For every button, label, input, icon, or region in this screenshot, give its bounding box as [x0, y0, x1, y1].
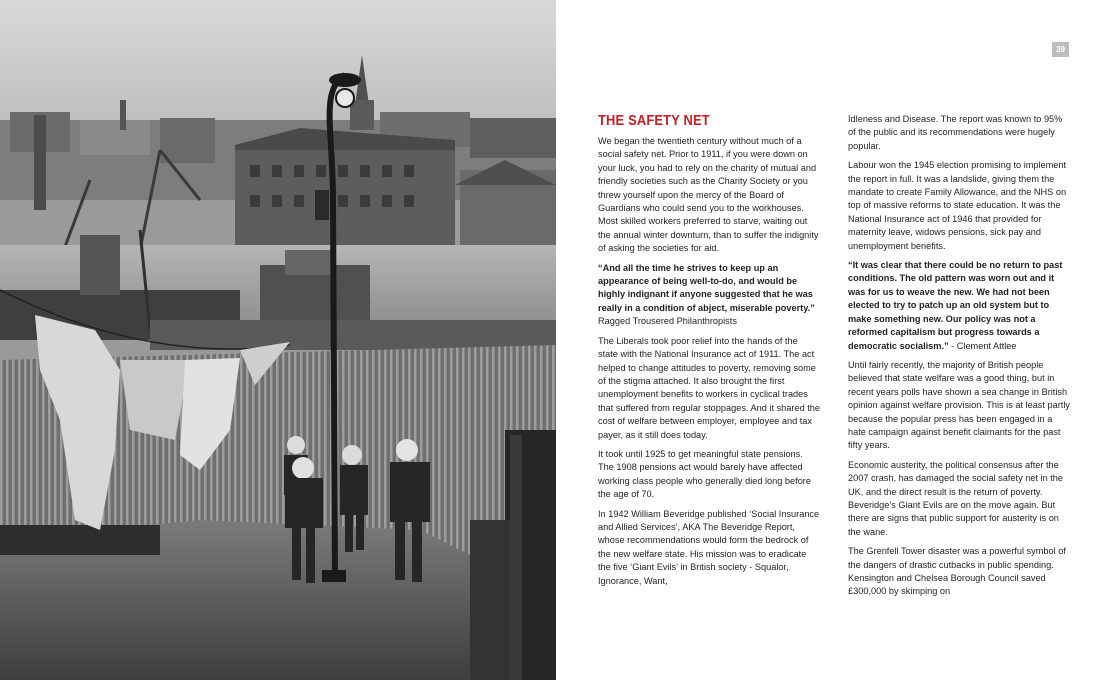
paragraph: Idleness and Disease. The report was known to 95% of the public and its recommendations were hugely popular. [848, 114, 1063, 151]
wharf [150, 320, 556, 350]
photo-illustration [0, 0, 556, 680]
page-number: 39 [1052, 42, 1069, 57]
text-page [556, 0, 1114, 680]
pull-quote: “It was clear that there could be no return to past conditions. The old pattern was worn out and it was for us to weave the new. We had not been elected to try to patch up an old system but to make something new. Our policy was not a reformed capitalism but progress towards a democratic socialism.” [848, 260, 1063, 351]
pull-quote: “And all the time he strives to keep up an appearance of being well-to-do, and would be highly indignant if anyone suggested that he was really in a condition of abject, miserable poverty.” [598, 262, 815, 313]
paragraph: The Grenfell Tower disaster was a powerful symbol of the dangers of drastic cutbacks in public spending. Kensington and Chelsea Borough Council saved £300,000 by skimping on [848, 546, 1066, 597]
paragraph: It took until 1925 to get meaningful state pensions. The 1908 pensions act would barely have affected working class people who generally died long before the age of 70. [598, 448, 811, 500]
left-text-column [598, 112, 820, 594]
quote-source: Ragged Trousered Philanthropists [598, 316, 737, 327]
right-text-column [848, 113, 1070, 605]
pull-quote-block [848, 259, 1070, 353]
paragraph: In 1942 William Beveridge published ‘Social Insurance and Allied Services’, AKA The Beveridge Report, whose recommendations would form the bedrock of the new welfare state. His mission was to eradicate the five ‘Giant Evils’ in British society - Squalor, Ignorance, Want, [598, 508, 820, 586]
low-wall [0, 525, 160, 555]
paragraph: Economic austerity, the political consensus after the 2007 crash, has damaged the social safety net in the UK, and the direct result is the return of poverty. Beveridge’s Giant Evils are on the move again. But there are signs that public support for austerity is on the wane. [848, 459, 1064, 537]
paragraph: The Liberals took poor relief into the hands of the state with the National Insurance act of 1911. The act helped to change attitudes to poverty, removing some of the stigma attached. It also brought the first unemployment benefits to workers in cyclical trades that suffered from regular stoppages. And it shared the cost of welfare between employer, employee and tax payer, as it still does today. [598, 335, 820, 440]
paragraph: Labour won the 1945 election promising to implement the report in full. It was a landslide, giving them the mandate to create Family Allowance, and the NHS on top of massive reforms to state education. It was the National Insurance act of 1946 that provided for maternity leave, widows pensions, sick pay and unemployment benefits. [848, 160, 1067, 251]
chimney [34, 115, 46, 210]
quote-source: - Clement Attlee [948, 340, 1017, 351]
paragraph: Until fairly recently, the majority of British people believed that state welfare was a good thing, but in recent years polls have shown a sea change in British opinion against welfare provision. This is at least partly because the popular press has been engaged in a hate campaign against benefit claimants for the past fifty years. [848, 359, 1070, 451]
archival-photograph [0, 0, 556, 680]
paragraph: We began the twentieth century without much of a social safety net. Prior to 1911, if you were down on your luck, you had to rely on the charity of mutual and friendly societies such as the Charity Society or you threw yourself upon the mercy of the Board of Guardians who could send you to the workhouses. Most skilled workers preferred to starve, waiting out the annual winter downturn, than to suffer the indignity of asking the societies for aid. [598, 136, 819, 254]
sky [0, 0, 556, 130]
section-heading: THE SAFETY NET [598, 112, 710, 129]
